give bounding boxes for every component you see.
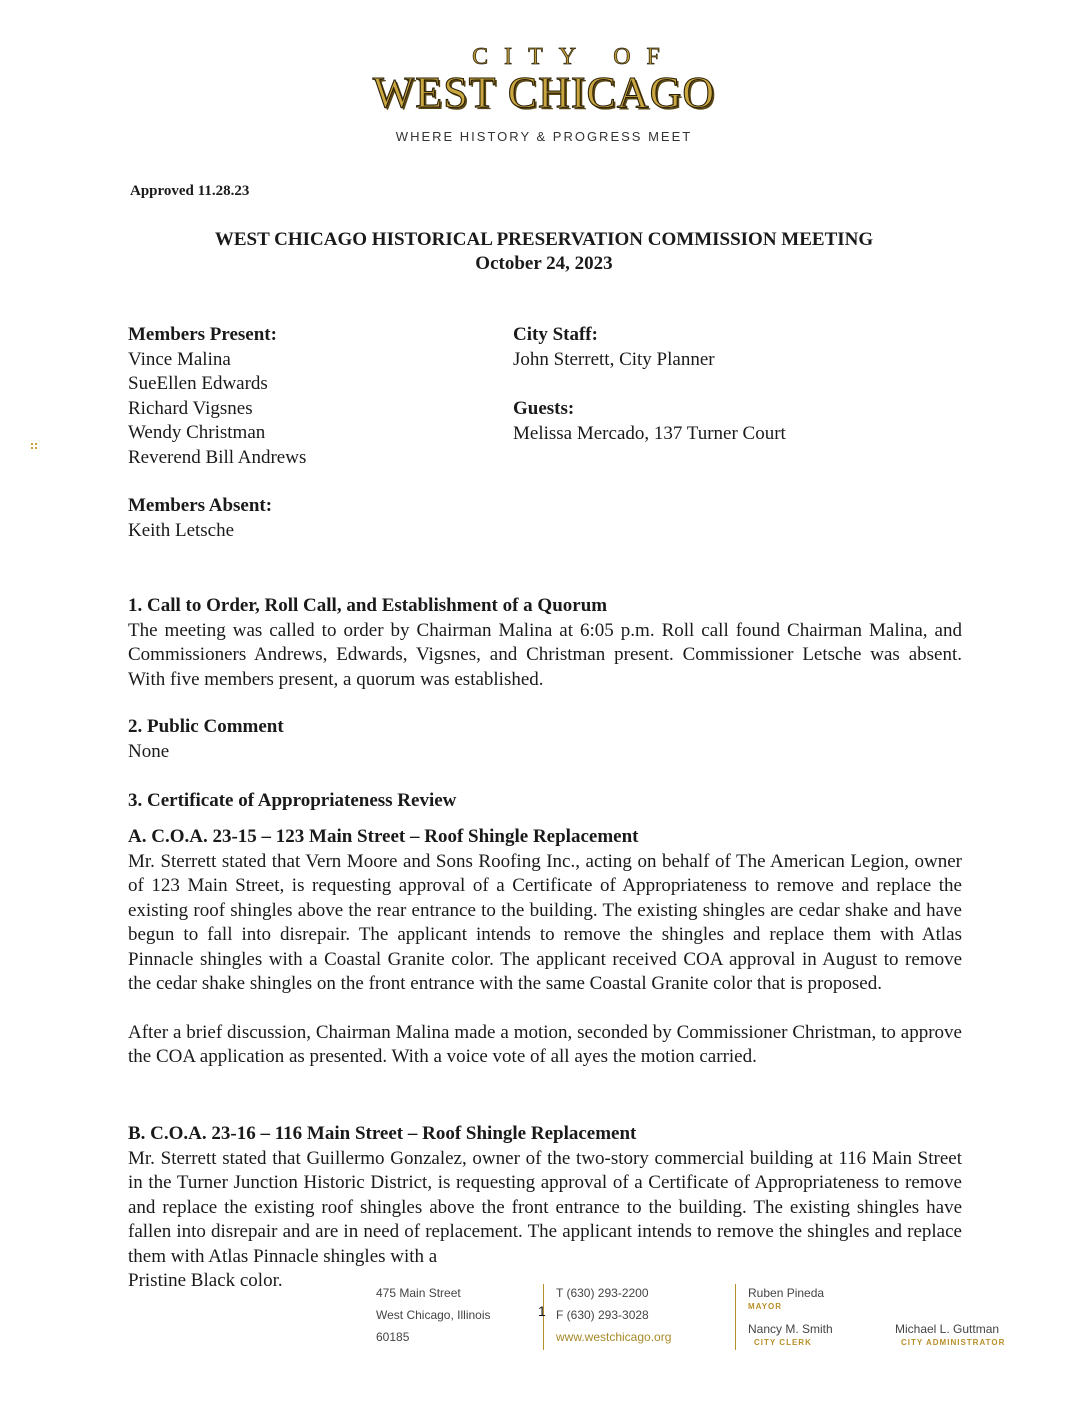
section-heading: 3. Certificate of Appropriateness Review	[128, 790, 457, 811]
members-absent-heading: Members Absent:	[128, 495, 273, 516]
city-logo	[0, 44, 1088, 116]
address-street: 475 Main Street	[376, 1286, 461, 1300]
address-city: West Chicago, Illinois	[376, 1308, 491, 1322]
section-coa-23-16	[128, 1122, 962, 1294]
member-name: Richard Vigsnes	[128, 397, 253, 419]
guests	[513, 397, 786, 446]
city-clerk	[748, 1320, 833, 1348]
section-body: None	[128, 740, 170, 762]
section-public-comment	[128, 715, 962, 764]
members-present	[128, 323, 306, 470]
section-heading: B. C.O.A. 23-16 – 116 Main Street – Roof Shingle Replacement	[128, 1123, 637, 1144]
section-body: Mr. Sterrett stated that Vern Moore and Sons Roofing Inc., acting on behalf of The American Legion, owner of 123 Main Street, is requesting approval of a Certificate of Appropriateness to remove and replace the existing roof shingles above the rear entrance to the building. The existing shingles are cedar shake and have begun to fall into disrepair. The applicant intends to remove the shingles and replace them with Atlas Pinnacle shingles with a Coastal Granite color. The applicant received COA approval in August to remove the cedar shake shingles on the front entrance with the same Coastal Granite color that is proposed.	[128, 850, 962, 994]
section-body: After a brief discussion, Chairman Malina made a motion, seconded by Commissioner Christman, to approve the COA application as presented. With a voice vote of all ayes the motion carried.	[128, 1021, 962, 1067]
section-body: Mr. Sterrett stated that Guillermo Gonzalez, owner of the two-story commercial building at 116 Main Street in the Turner Junction Historic District, is requesting approval of a Certificate of Appropriateness to remove and replace the existing roof shingles above the front entrance to the building. The existing shingles have fallen into disrepair and are in need of replacement. The applicant intends to remove the shingles and replace them with Atlas Pinnacle shingles with a	[128, 1147, 962, 1267]
footer-divider	[735, 1284, 736, 1350]
members-absent	[128, 494, 272, 543]
phone: T (630) 293-2200	[556, 1286, 649, 1300]
address-zip: 60185	[376, 1330, 410, 1344]
admin-title: CITY ADMINISTRATOR	[901, 1338, 1006, 1347]
admin-name: Michael L. Guttman	[895, 1322, 1000, 1336]
page-number: 1	[538, 1303, 546, 1319]
section-body-tail: Pristine Black color.	[128, 1270, 283, 1291]
section-heading: 2. Public Comment	[128, 716, 284, 737]
clerk-title: CITY CLERK	[754, 1338, 812, 1347]
member-name: Vince Malina	[128, 348, 231, 370]
clerk-name: Nancy M. Smith	[748, 1322, 833, 1336]
member-name: Wendy Christman	[128, 422, 266, 443]
city-staff	[513, 323, 715, 372]
letterhead-footer	[0, 1282, 1088, 1362]
meeting-date: October 24, 2023	[475, 253, 613, 274]
tagline: WHERE HISTORY & PROGRESS MEET	[395, 129, 693, 144]
approved-date: Approved 11.28.23	[130, 183, 250, 199]
footer-address	[376, 1282, 491, 1348]
website-link[interactable]: www.westchicago.org	[556, 1330, 672, 1344]
staff-name: John Sterrett, City Planner	[513, 348, 715, 370]
meeting-title: WEST CHICAGO HISTORICAL PRESERVATION COMMISSION MEETING	[214, 229, 874, 250]
mayor	[748, 1284, 824, 1312]
members-present-heading: Members Present:	[128, 324, 277, 345]
section-heading: A. C.O.A. 23-15 – 123 Main Street – Roof Shingle Replacement	[128, 826, 639, 847]
section-body: The meeting was called to order by Chairman Malina at 6:05 p.m. Roll call found Chairman Malina, and Commissioners Andrews, Edwards, Vigsnes, and Christman present. Commissioner Letsche was absent. With five members present, a quorum was established.	[128, 619, 962, 690]
city-administrator	[895, 1320, 1005, 1348]
guests-heading: Guests:	[513, 398, 575, 419]
city-staff-heading: City Staff:	[513, 324, 598, 345]
member-name: SueEllen Edwards	[128, 373, 268, 394]
document-title	[0, 228, 1088, 276]
absent-member-name: Keith Letsche	[128, 519, 235, 541]
mayor-name: Ruben Pineda	[748, 1286, 825, 1300]
section-heading: 1. Call to Order, Roll Call, and Establishment of a Quorum	[128, 595, 608, 616]
member-name: Reverend Bill Andrews	[128, 446, 307, 468]
section-coa-review	[128, 789, 962, 814]
fax: F (630) 293-3028	[556, 1308, 649, 1322]
guest-name: Melissa Mercado, 137 Turner Court	[513, 422, 786, 444]
footer-contact	[556, 1282, 671, 1348]
decorative-dots	[31, 443, 37, 449]
mayor-title: MAYOR	[748, 1302, 783, 1311]
section-call-to-order	[128, 594, 962, 692]
logo-city-of: CITY OF	[472, 44, 676, 70]
section-coa-23-15	[128, 825, 962, 1070]
logo-west-chicago: WEST CHICAGO	[372, 68, 716, 117]
